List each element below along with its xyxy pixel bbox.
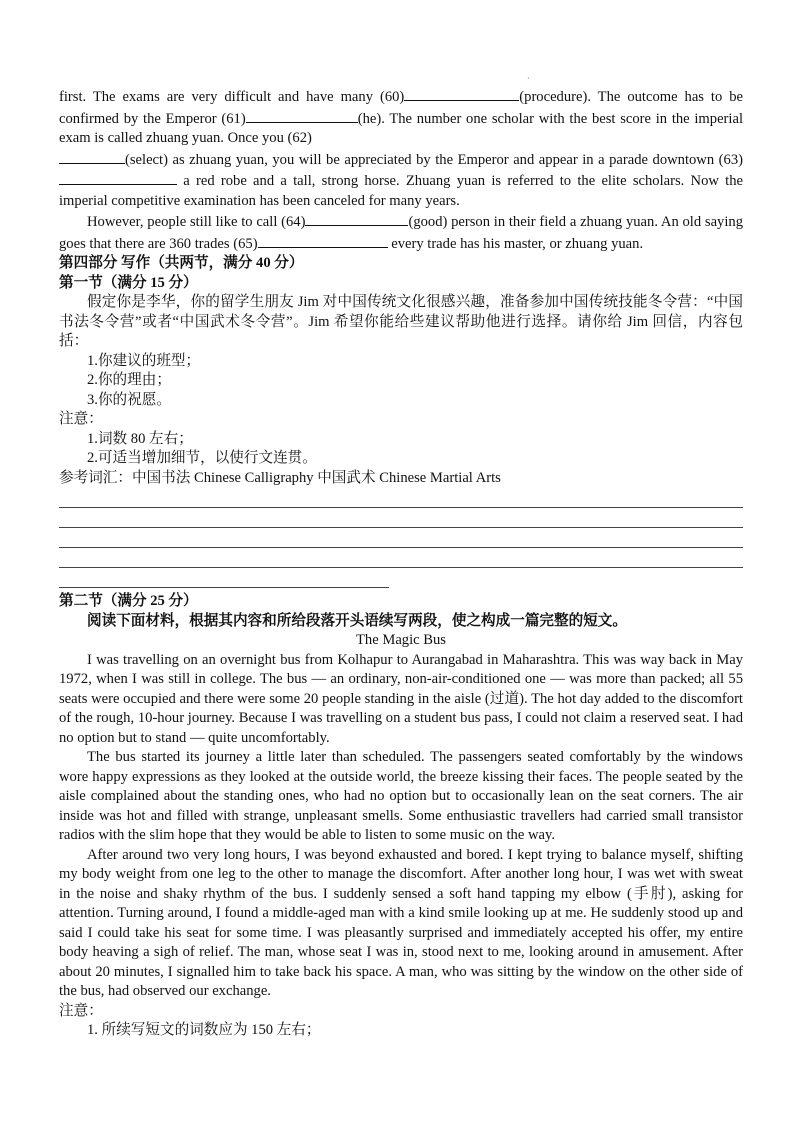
writing-line[interactable] [59,488,743,508]
section1-note: 1.词数 80 左右； [87,430,193,447]
exam-page [59,86,743,1041]
story-paragraph: I was travelling on an overnight bus from Kolhapur to Aurangabad in Maharashtra. This was way back in May 1972, when I was still in college. The bus — an ordinary, non-air-conditioned one — was more than packed; all 55 seats were occupied and there were some 20 people standing in the aisle (过道). The hot day added to the discomfort of the rough, 10-hour journey. Because I was travelling on a student bus pass, I could not claim a reserved seat. I had no option but to stand — quite uncomfortably. [59,651,743,746]
cloze-text: (good) person in their field a zhuang yuan. An old saying goes that there are 360 trades (65) [59,214,743,252]
section1-heading: 第一节（满分 15 分） [59,274,198,291]
section1-note: 2.可适当增加细节，以使行文连贯。 [87,450,317,466]
section1-item: 1.你建议的班型； [87,352,201,369]
section2-heading: 第二节（满分 25 分） [59,593,198,609]
cloze-text: (select) as zhuang yuan, you will be appreciated by the Emperor and appear in a parade downtown (63) [125,151,743,168]
cloze-paragraph-1 [59,86,743,211]
cloze-text: However, people still like to call (64) [87,214,306,230]
story-title: The Magic Bus [356,632,446,648]
section2-note: 1. 所续写短文的词数应为 150 左右； [87,1022,321,1038]
section2-note-label: 注意： [59,1002,103,1019]
stray-mark: · [527,74,530,83]
answer-blank-61[interactable] [246,108,358,123]
answer-blank-65[interactable] [258,233,388,248]
story-paragraph: The bus started its journey a little later than scheduled. The passengers seated comfortably by the windows wore happy expressions as they looked at the outside world, the breeze kissing their faces. The people seated by the aisle complained about the standing ones, who had no option but to occasionally lean on the seat corners. The air inside was hot and filled with strange, unpleasant smells. Some enthusiastic travellers had carried small transistor radios with the slim hope that they would be able to listen to some music on the way. [59,749,743,843]
cloze-text: first. The exams are very difficult and have many (60) [59,89,405,105]
section1-prompt: 假定你是李华，你的留学生朋友 Jim 对中国传统文化很感兴趣，准备参加中国传统技能冬令营：“中国书法冬令营”或者“中国武术冬令营”。Jim 希望你能给些建议帮助他进行选择。请你给 Jim 回信，内容包括： [59,294,743,349]
answer-blank-63[interactable] [59,170,177,185]
cloze-text: every trade has his master, or zhuang yuan. [387,235,644,252]
cloze-text: a red robe and a tall, strong horse. Zhuang yuan is referred to the elite scholars. Now the imperial competitive examination has been canceled for many years. [59,173,743,209]
section2-instruction: 阅读下面材料，根据其内容和所给段落开头语续写两段，使之构成一篇完整的短文。 [87,612,627,629]
writing-line[interactable] [59,548,743,568]
note-label: 注意： [59,411,103,427]
writing-line[interactable] [59,508,743,528]
answer-blank-60[interactable] [404,86,519,101]
writing-line[interactable] [59,528,743,548]
cloze-text: (procedure). The outcome has to be confirmed by the Emperor (61) [59,89,743,127]
section1-item: 2.你的理由； [87,372,171,388]
story-paragraph: After around two very long hours, I was beyond exhausted and bored. I kept trying to balance myself, shifting my body weight from one leg to the other to manage the discomfort. After another long hour, I was wet with sweat in the noise and shaky rhythm of the bus. I suddenly sensed a soft hand tapping my elbow (手肘), asking for attention. Turning around, I found a middle-aged man with a kind smile looking up at me. He suddenly stood up and said I could take his seat for some time. I was pleasantly surprised and immediately accepted his offer, my entire body heaving a sigh of relief. The man, whose seat I was in, stood next to me, looking around in amusement. After about 20 minutes, I signalled him to take back his space. A man, who was sitting by the window on the other side of the bus, had observed our exchange. [59,846,743,999]
vocabulary-hint: 参考词汇：中国书法 Chinese Calligraphy 中国武术 Chinese Martial Arts [59,469,501,486]
cloze-paragraph-2 [59,211,743,254]
answer-blank-62[interactable] [59,149,125,164]
answer-blank-64[interactable] [305,211,408,226]
writing-line[interactable] [59,568,389,588]
part4-heading: 第四部分 写作（共两节，满分 40 分） [59,255,304,271]
cloze-text: (he). The number one scholar with the best score in the imperial exam is called zhuang yuan. Once you (62) [59,110,744,146]
section1-item: 3.你的祝愿。 [87,391,171,408]
